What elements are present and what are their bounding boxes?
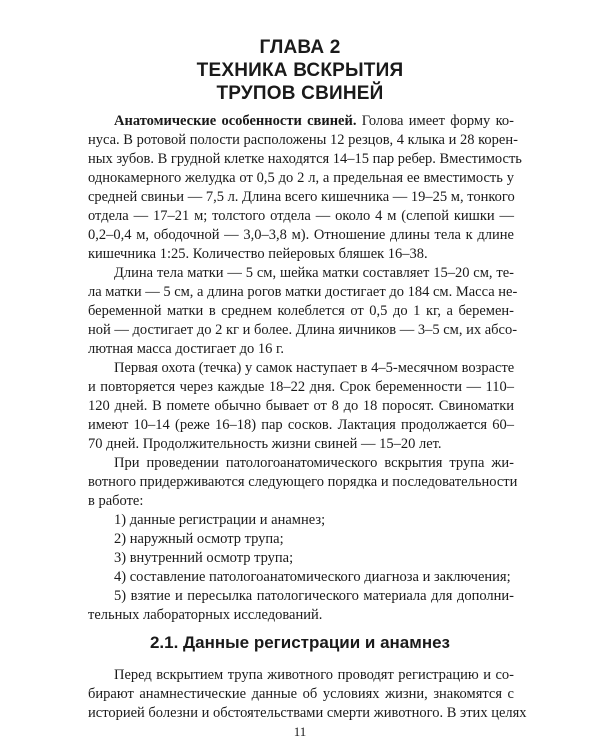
- paragraph-4-line: При проведении патологоанатомического вскрытия трупа жи-: [114, 455, 514, 471]
- paragraph-1-line: однокамерного желудка от 0,5 до 2 л, а предельная ее вместимость у: [88, 170, 514, 186]
- chapter-title-line-1: ТЕХНИКА ВСКРЫТИЯ: [196, 60, 404, 81]
- paragraph-5-line: Перед вскрытием трупа животного проводят регистрацию и со-: [114, 667, 514, 683]
- paragraph-3-line: 120 дней. В помете обычно бывает от 8 до 18 поросят. Свиноматки: [88, 398, 514, 414]
- paragraph-4-line: вотного придерживаются следующего порядка и последовательности: [88, 474, 518, 490]
- paragraph-2-line: ла матки — 5 см, а длина рогов матки достигает до 184 см. Масса не-: [88, 284, 518, 300]
- paragraph-1-line: кишечника 1:25. Количество пейеровых бляшек 16–38.: [88, 246, 428, 262]
- paragraph-5-line: историей болезни и обстоятельствами смерти животного. В этих целях: [88, 705, 527, 721]
- paragraph-3-line: Первая охота (течка) у самок наступает в 4–5-месячном возрасте: [114, 360, 515, 376]
- chapter-title-line-2: ТРУПОВ СВИНЕЙ: [216, 83, 384, 104]
- paragraph-3-line: и повторяется через каждые 18–22 дня. Срок беременности — 110–: [88, 379, 514, 395]
- list-item: 4) составление патологоанатомического диагноза и заключения;: [114, 569, 511, 585]
- list-item: 3) внутренний осмотр трупа;: [114, 550, 294, 566]
- paragraph-1-line: 0,2–0,4 м, ободочной — 3,0–3,8 м). Отношение длины тела к длине: [88, 227, 514, 243]
- list-item: 2) наружный осмотр трупа;: [114, 531, 284, 547]
- paragraph-1-line-rest: Голова имеет форму ко-: [356, 113, 514, 129]
- paragraph-2-line: Длина тела матки — 5 см, шейка матки составляет 15–20 см, те-: [114, 265, 514, 281]
- paragraph-3-line: 70 дней. Продолжительность жизни свиней — 15–20 лет.: [88, 436, 442, 452]
- list-item-continuation: тельных лабораторных исследований.: [88, 607, 323, 623]
- section-title: 2.1. Данные регистрации и анамнез: [149, 633, 451, 652]
- paragraph-1-line: нуса. В ротовой полости расположены 12 резцов, 4 клыка и 28 корен-: [88, 132, 518, 148]
- chapter-label: ГЛАВА 2: [259, 37, 341, 58]
- page-number: 11: [293, 724, 307, 739]
- paragraph-1-line: [88, 112, 514, 130]
- list-item: 5) взятие и пересылка патологического материала для дополни-: [114, 588, 514, 604]
- paragraph-2-line: лютная масса достигает до 16 г.: [88, 341, 284, 357]
- paragraph-1-line: ных зубов. В грудной клетке находятся 14–15 пар ребер. Вместимость: [88, 151, 522, 167]
- list-item: 1) данные регистрации и анамнез;: [114, 512, 326, 528]
- paragraph-1-line: отдела — 17–21 м; толстого отдела — около 4 м (слепой кишки —: [88, 208, 514, 224]
- paragraph-1-heading: Анатомические особенности свиней.: [114, 113, 357, 129]
- paragraph-5-line: бирают анамнестические данные об условиях жизни, знакомятся с: [88, 686, 514, 702]
- paragraph-2-line: беременной матки в среднем колеблется от 0,5 до 1 кг, а беремен-: [88, 303, 514, 319]
- paragraph-3-line: имеют 10–14 (реже 16–18) пар сосков. Лактация продолжается 60–: [88, 417, 514, 433]
- paragraph-2-line: ной — достигает до 2 кг и более. Длина яичников — 3–5 см, их абсо-: [88, 322, 518, 338]
- paragraph-4-line: в работе:: [88, 493, 144, 509]
- paragraph-1-line: средней свиньи — 7,5 л. Длина всего кишечника — 19–25 м, тонкого: [88, 189, 515, 205]
